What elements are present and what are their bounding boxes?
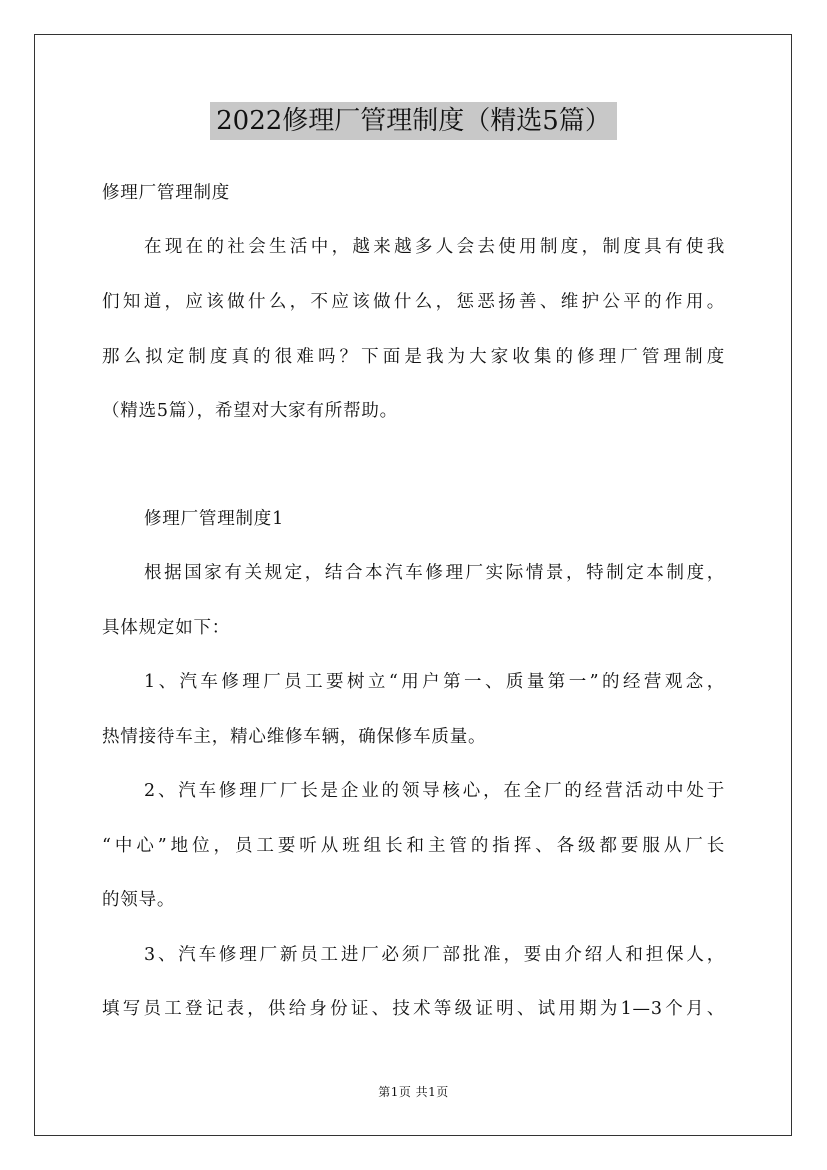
body-line-7: 的领导。 [102, 890, 176, 910]
document-subtitle: 修理厂管理制度 [102, 183, 231, 203]
body-line-5: 2、汽车修理厂厂长是企业的领导核心，在全厂的经营活动中处于 [144, 781, 725, 801]
title-container [0, 102, 827, 140]
body-line-1: 根据国家有关规定，结合本汽车修理厂实际情景，特制定本制度， [144, 563, 725, 583]
intro-line-3: 那么拟定制度真的很难吗？下面是我为大家收集的修理厂管理制度 [102, 347, 725, 367]
body-line-3: 1、汽车修理厂员工要树立“用户第一、质量第一”的经营观念， [144, 672, 725, 692]
intro-line-1: 在现在的社会生活中，越来越多人会去使用制度，制度具有使我 [144, 237, 725, 257]
body-line-8: 3、汽车修理厂新员工进厂必须厂部批准，要由介绍人和担保人， [144, 945, 725, 965]
body-line-9: 填写员工登记表，供给身份证、技术等级证明、试用期为1—3个月、 [102, 999, 725, 1019]
body-line-2: 具体规定如下： [102, 618, 231, 638]
page-footer: 第1页 共1页 [378, 1085, 449, 1099]
intro-line-2: 们知道，应该做什么，不应该做什么，惩恶扬善、维护公平的作用。 [102, 292, 725, 312]
body-line-6: “中心”地位，员工要听从班组长和主管的指挥、各级都要服从厂长 [102, 836, 725, 856]
section-heading: 修理厂管理制度1 [144, 509, 285, 529]
intro-line-4: （精选5篇），希望对大家有所帮助。 [102, 401, 398, 421]
document-title: 2022修理厂管理制度（精选5篇） [210, 102, 617, 140]
body-line-4: 热情接待车主，精心维修车辆，确保修车质量。 [102, 727, 487, 747]
